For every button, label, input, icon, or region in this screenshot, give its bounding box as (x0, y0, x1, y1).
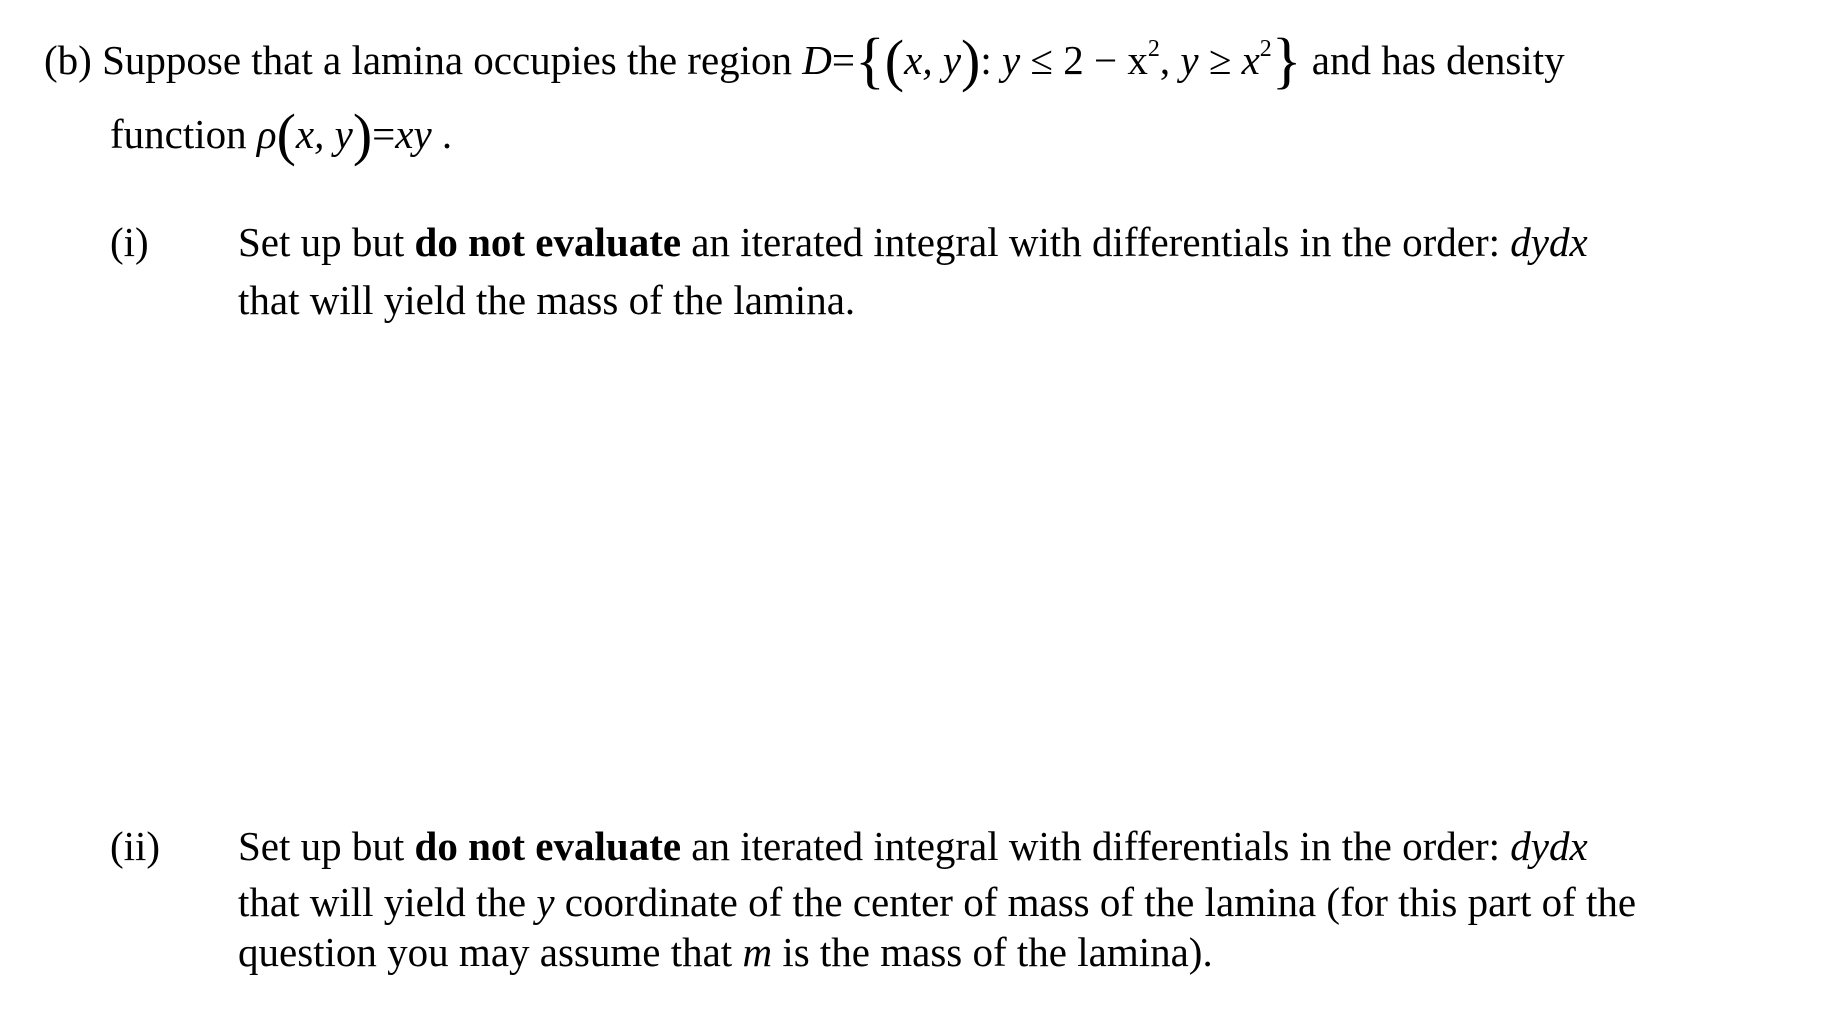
part-i-label: (i) (110, 219, 149, 265)
part-b-label: (b) (44, 37, 92, 83)
function-word: function (110, 111, 247, 157)
part-ii-y-variable: y (536, 879, 555, 925)
part-ii-bold-instruction: do not evaluate (414, 823, 682, 869)
part-i-order: dydx (1510, 219, 1588, 265)
part-ii-m-variable: m (742, 929, 773, 975)
part-ii-label: (ii) (110, 823, 161, 869)
part-ii-line-1: Set up but do not evaluate an iterated integral with differentials in the order: dydx (238, 823, 1588, 869)
part-ii-line-2: that will yield the y coordinate of the center of mass of the lamina (for this part of the (238, 879, 1637, 925)
part-b-line-1 (44, 27, 1565, 95)
density-function: ρ(x, y)=xy . (256, 102, 453, 167)
part-b-intro-text: Suppose that a lamina occupies the region (102, 37, 793, 83)
part-ii-line-3: question you may assume that m is the mass of the lamina). (238, 929, 1213, 975)
part-ii-order: dydx (1510, 823, 1588, 869)
part-i-line-1: Set up but do not evaluate an iterated integral with differentials in the order: dydx (238, 219, 1588, 265)
region-definition: D={(x, y): $y \le 2 - x^2$, $y \ge x^2$} (802, 27, 1302, 95)
part-b-after-region: and has density (1311, 37, 1565, 83)
part-i-bold-instruction: do not evaluate (414, 219, 682, 265)
part-b-line-2 (110, 102, 453, 167)
part-i-line-2: that will yield the mass of the lamina. (238, 277, 856, 323)
